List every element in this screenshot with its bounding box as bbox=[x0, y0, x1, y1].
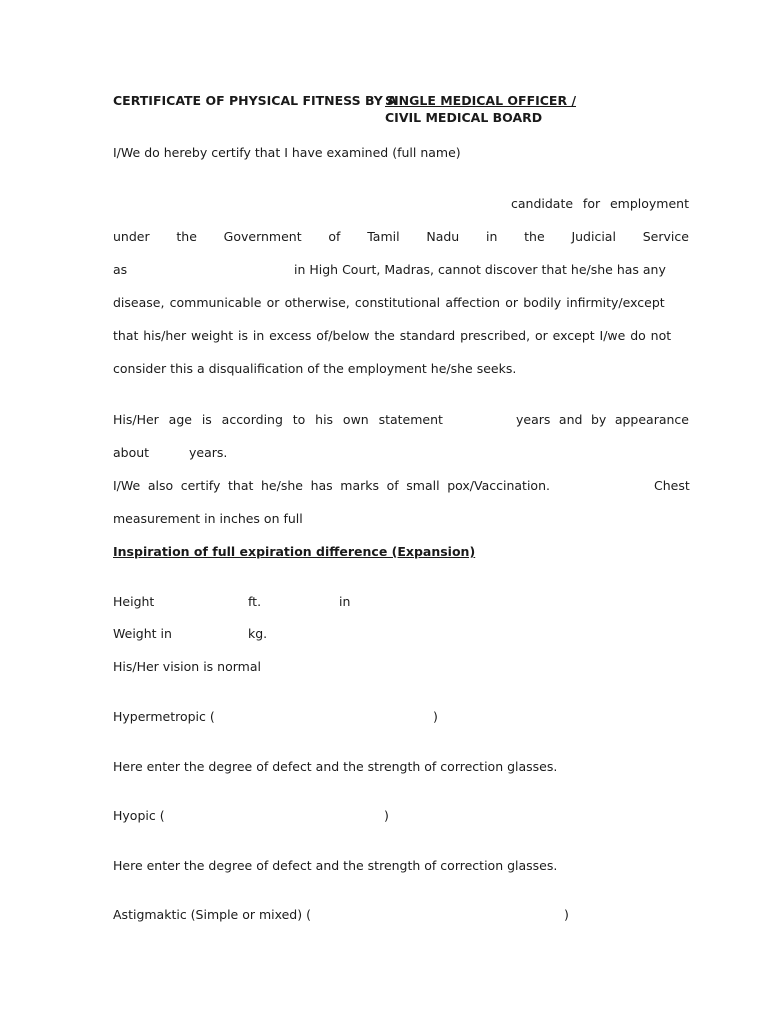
hypermetropic-close: ) bbox=[433, 709, 438, 724]
hyopic-close: ) bbox=[384, 808, 389, 823]
word: the bbox=[524, 229, 545, 244]
word: and bbox=[558, 412, 583, 427]
word: certify bbox=[180, 478, 221, 493]
word: Nadu bbox=[426, 229, 460, 244]
weight-kg-unit: kg. bbox=[248, 626, 268, 641]
word: by bbox=[590, 412, 607, 427]
inspiration-heading: Inspiration of full expiration difference (Expansion) bbox=[113, 544, 476, 559]
word: age bbox=[168, 412, 192, 427]
certificate-title: CERTIFICATE OF PHYSICAL FITNESS BY A bbox=[113, 93, 397, 108]
high-court-line: in High Court, Madras, cannot discover that he/she has any bbox=[294, 262, 666, 277]
word: appearance bbox=[614, 412, 689, 427]
word: is bbox=[201, 412, 212, 427]
chest-label: Chest bbox=[654, 478, 690, 493]
word: he/she bbox=[261, 478, 303, 493]
word: years bbox=[516, 412, 551, 427]
word: candidate bbox=[511, 196, 574, 211]
word: has bbox=[310, 478, 333, 493]
astigmatic-label: Astigmaktic (Simple or mixed) ( bbox=[113, 907, 311, 922]
word: the bbox=[176, 229, 197, 244]
word: that bbox=[228, 478, 254, 493]
age-statement-line bbox=[113, 412, 443, 427]
word: own bbox=[342, 412, 369, 427]
certify-line: I/We do hereby certify that I have examined (full name) bbox=[113, 145, 461, 160]
word: of bbox=[386, 478, 399, 493]
word: marks bbox=[340, 478, 380, 493]
title-option-single-medical-officer: SINGLE MEDICAL OFFICER / bbox=[385, 93, 577, 108]
title-option-civil-medical-board: CIVIL MEDICAL BOARD bbox=[385, 110, 543, 125]
word: small bbox=[406, 478, 440, 493]
word: his bbox=[315, 412, 334, 427]
age-appearance-line bbox=[516, 412, 689, 427]
height-label: Height bbox=[113, 594, 155, 609]
candidate-line bbox=[511, 196, 689, 211]
years-label: years. bbox=[189, 445, 228, 460]
word: in bbox=[485, 229, 498, 244]
word: Tamil bbox=[367, 229, 400, 244]
word: Government bbox=[223, 229, 302, 244]
word: Judicial bbox=[571, 229, 616, 244]
hypermetropic-label: Hypermetropic ( bbox=[113, 709, 215, 724]
word: for bbox=[582, 196, 601, 211]
marks-line bbox=[113, 478, 550, 493]
weight-label: Weight in bbox=[113, 626, 172, 641]
word: pox/Vaccination. bbox=[447, 478, 550, 493]
about-label: about bbox=[113, 445, 150, 460]
correction-instruction: Here enter the degree of defect and the strength of correction glasses. bbox=[113, 858, 558, 873]
word: also bbox=[147, 478, 174, 493]
height-in-unit: in bbox=[339, 594, 351, 609]
word: statement bbox=[378, 412, 443, 427]
hyopic-label: Hyopic ( bbox=[113, 808, 165, 823]
word: I/We bbox=[113, 478, 141, 493]
disqualification-line: consider this a disqualification of the employment he/she seeks. bbox=[113, 361, 517, 376]
word: His/Her bbox=[113, 412, 159, 427]
disease-line: disease, communicable or otherwise, constitutional affection or bodily infirmity/except bbox=[113, 295, 665, 310]
word: under bbox=[113, 229, 150, 244]
word: to bbox=[292, 412, 306, 427]
weight-excess-line: that his/her weight is in excess of/below the standard prescribed, or except I/we do not bbox=[113, 328, 672, 343]
under-government-line bbox=[113, 229, 689, 244]
word: of bbox=[328, 229, 341, 244]
word: Service bbox=[642, 229, 689, 244]
as-label: as bbox=[113, 262, 128, 277]
height-ft-unit: ft. bbox=[248, 594, 262, 609]
word: according bbox=[221, 412, 283, 427]
astigmatic-close: ) bbox=[564, 907, 569, 922]
vision-normal-line: His/Her vision is normal bbox=[113, 659, 261, 674]
chest-measurement-line: measurement in inches on full bbox=[113, 511, 303, 526]
word: employment bbox=[609, 196, 689, 211]
correction-instruction: Here enter the degree of defect and the strength of correction glasses. bbox=[113, 759, 558, 774]
